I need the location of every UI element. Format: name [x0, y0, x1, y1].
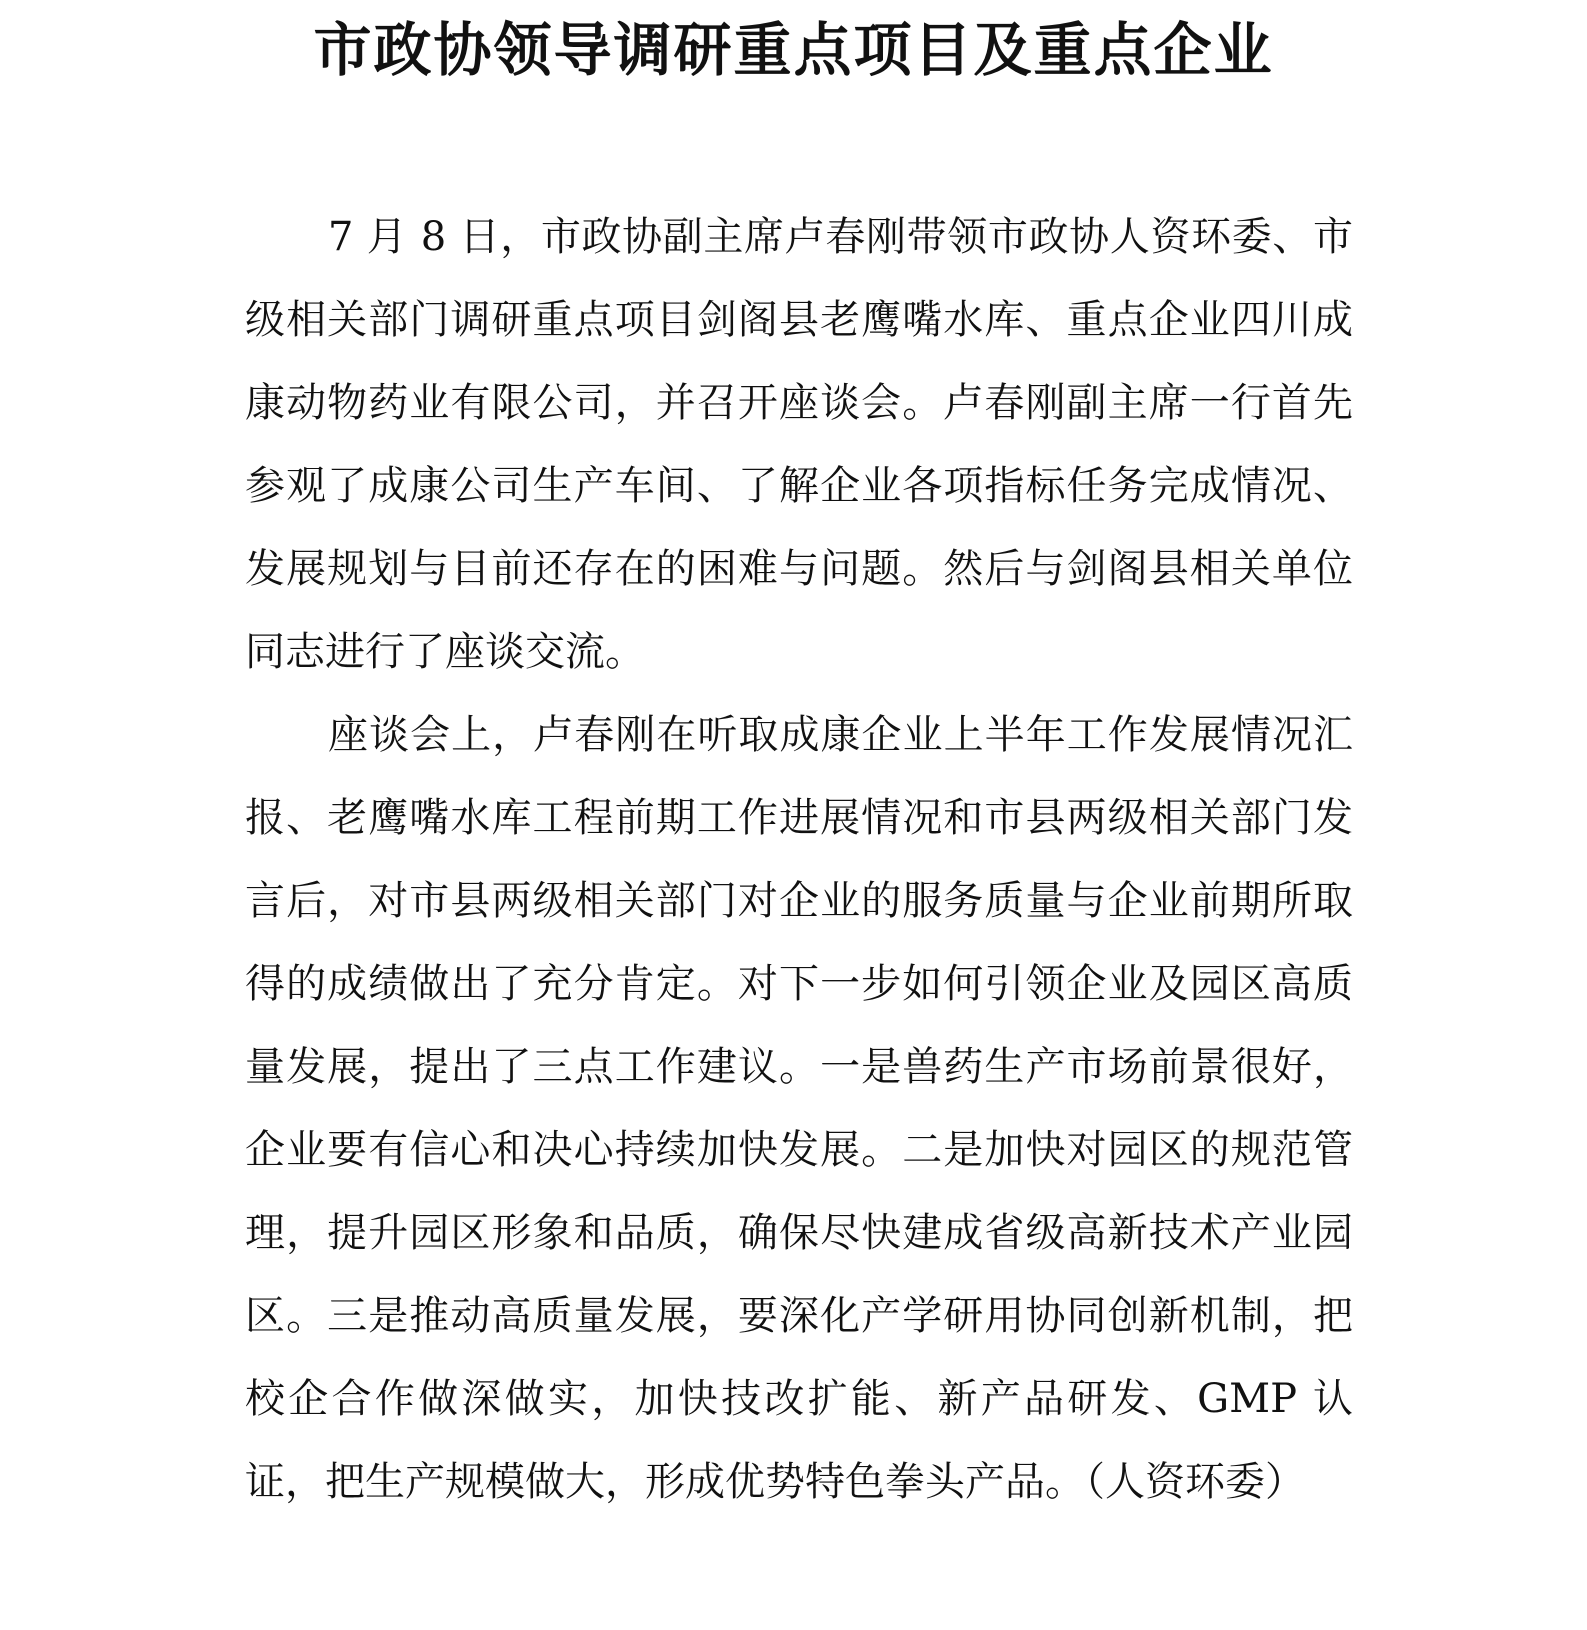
- document-title: 市政协领导调研重点项目及重点企业: [313, 16, 1274, 84]
- document-body: [245, 196, 1353, 1524]
- paragraph-1: 7 月 8 日，市政协副主席卢春刚带领市政协人资环委、市级相关部门调研重点项目剑阁县老鹰嘴水库、重点企业四川成康动物药业有限公司，并召开座谈会。卢春刚副主席一行首先参观了成康公司生产车间、了解企业各项指标任务完成情况、发展规划与目前还存在的困难与问题。然后与剑阁县相关单位同志进行了座谈交流。: [245, 214, 1353, 675]
- paragraph-2: 座谈会上，卢春刚在听取成康企业上半年工作发展情况汇报、老鹰嘴水库工程前期工作进展情况和市县两级相关部门发言后，对市县两级相关部门对企业的服务质量与企业前期所取得的成绩做出了充分肯定。对下一步如何引领企业及园区高质量发展，提出了三点工作建议。一是兽药生产市场前景很好，企业要有信心和决心持续加快发展。二是加快对园区的规范管理，提升园区形象和品质，确保尽快建成省级高新技术产业园区。三是推动高质量发展，要深化产学研用协同创新机制，把校企合作做深做实，加快技改扩能、新产品研发、GMP 认证，把生产规模做大，形成优势特色拳头产品。（人资环委）: [245, 712, 1353, 1505]
